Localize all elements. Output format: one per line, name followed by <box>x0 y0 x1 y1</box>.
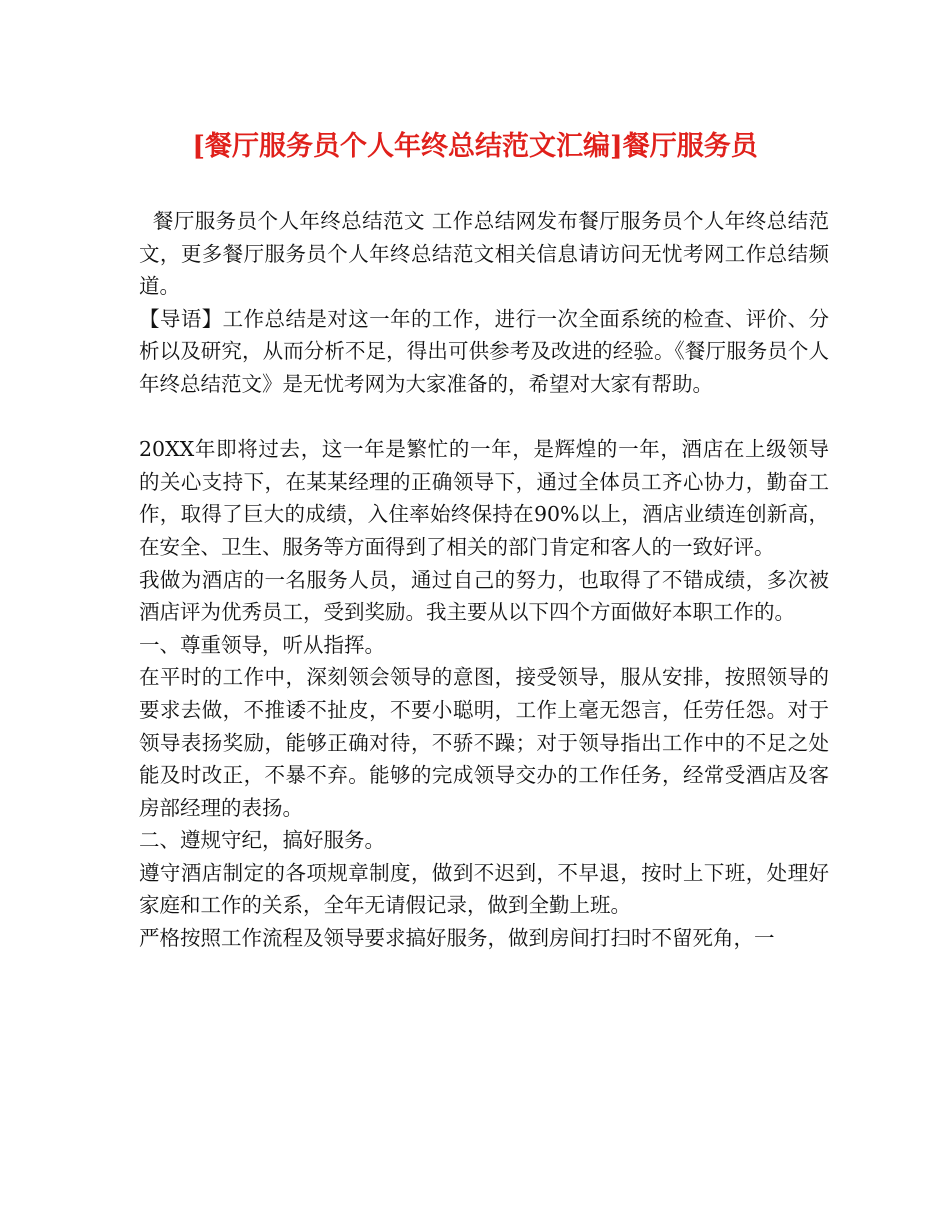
paragraph-personal: 我做为酒店的一名服务人员，通过自己的努力，也取得了不错成绩，多次被酒店评为优秀员工，受到奖励。我主要从以下四个方面做好本职工作的。 <box>139 567 829 625</box>
paragraph-year-summary: 20XX年即将过去，这一年是繁忙的一年，是辉煌的一年，酒店在上级领导的关心支持下，在某某经理的正确领导下，通过全体员工齐心协力，勤奋工作，取得了巨大的成绩，入住率始终保持在90%以上，酒店业绩连创新高，在安全、卫生、服务等方面得到了相关的部门肯定和客人的一致好评。 <box>139 437 829 559</box>
paragraph-intro: 餐厅服务员个人年终总结范文 工作总结网发布餐厅服务员个人年终总结范文，更多餐厅服务员个人年终总结范文相关信息请访问无忧考网工作总结频道。 <box>139 209 829 299</box>
section-heading-2: 二、遵规守纪，搞好服务。 <box>139 828 385 853</box>
paragraph-spacer <box>139 401 829 434</box>
document-body <box>139 205 829 955</box>
document-title: [餐厅服务员个人年终总结范文汇编]餐厅服务员 <box>192 131 758 162</box>
paragraph-section-2b: 严格按照工作流程及领导要求搞好服务，做到房间打扫时不留死角，一 <box>139 926 775 951</box>
paragraph-section-1: 在平时的工作中，深刻领会领导的意图，接受领导，服从安排，按照领导的要求去做，不推诿不扯皮，不要小聪明，工作上毫无怨言，任劳任怨。对于领导表扬奖励，能够正确对待，不骄不躁；对于领导指出工作中的不足之处能及时改正，不暴不弃。能够的完成领导交办的工作任务，经常受酒店及客房部经理的表扬。 <box>139 665 829 820</box>
section-heading-1: 一、尊重领导，听从指挥。 <box>139 632 385 657</box>
paragraph-section-2a: 遵守酒店制定的各项规章制度，做到不迟到，不早退，按时上下班，处理好家庭和工作的关系，全年无请假记录，做到全勤上班。 <box>139 860 829 918</box>
paragraph-guide: 【导语】工作总结是对这一年的工作，进行一次全面系统的检查、评价、分析以及研究，从而分析不足，得出可供参考及改进的经验。《餐厅服务员个人年终总结范文》是无忧考网为大家准备的，希望对大家有帮助。 <box>139 306 829 396</box>
